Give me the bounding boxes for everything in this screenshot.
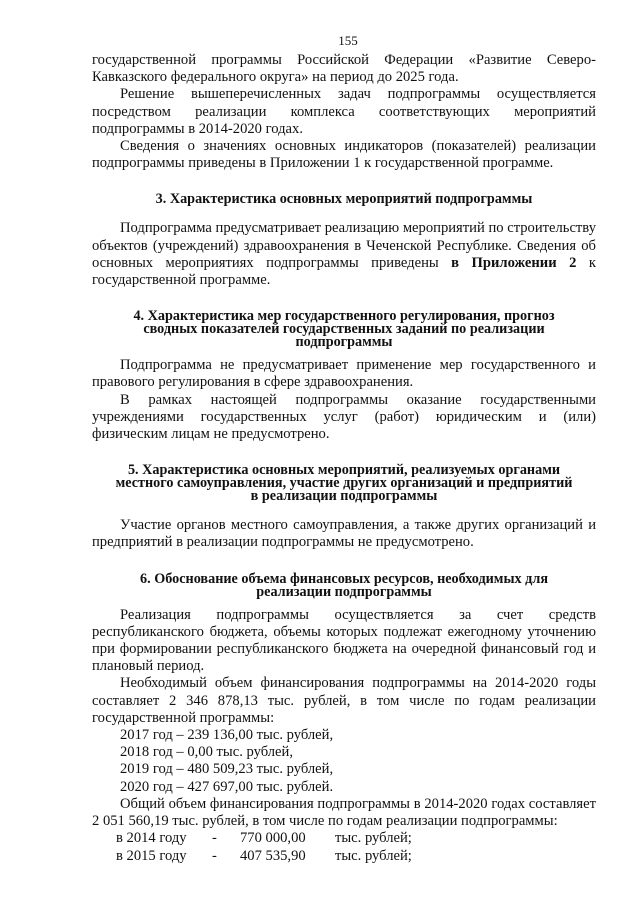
- section-3-tail: к государственной программе.: [92, 254, 596, 289]
- page-number: 155: [338, 33, 358, 48]
- section-5-title-line-2: местного самоуправления, участие других организаций и предприятий: [115, 475, 573, 492]
- section-4-title: [92, 310, 596, 349]
- section-6-title-line-1: 6. Обоснование объема финансовых ресурсов, необходимых для: [140, 570, 548, 587]
- appendix-2-reference: в Приложении 2: [451, 254, 577, 271]
- section-4-paragraph-1: Подпрограмма не предусматривает применение мер государственного и правового регулирования в сфере здравоохранения.: [92, 357, 596, 391]
- section-6-paragraph-1: Реализация подпрограммы осуществляется за счет средств республиканского бюджета, объемы которых подлежат ежегодному уточнению при формировании республиканского бюджета на очередной финансовый год и плановый период.: [92, 606, 596, 675]
- section-3-title: 3. Характеристика основных мероприятий подпрограммы: [155, 191, 533, 208]
- funding-row-year: в 2014 году: [116, 830, 187, 847]
- intro-paragraph-3: Сведения о значениях основных индикаторов (показателей) реализации подпрограммы приведены в Приложении 1 к государственной программе.: [92, 138, 596, 172]
- document-page: [92, 33, 596, 865]
- section-4-title-line-2: сводных показателей государственных заданий по реализации: [143, 321, 545, 338]
- section-5-title-line-3: в реализации подпрограммы: [250, 488, 438, 505]
- intro-paragraph-2: Решение вышеперечисленных задач подпрограммы осуществляется посредством реализации комплекса соответствующих мероприятий подпрограммы в 2014-2020 годах.: [92, 86, 596, 137]
- section-5-title-line-1: 5. Характеристика основных мероприятий, реализуемых органами: [127, 462, 561, 479]
- funding-year-2018: 2018 год – 0,00 тыс. рублей,: [120, 744, 293, 761]
- funding-row-year: в 2015 году: [116, 847, 187, 864]
- section-5-title: [92, 464, 596, 503]
- funding-year-2017: 2017 год – 239 136,00 тыс. рублей,: [120, 727, 334, 744]
- section-5-paragraph: Участие органов местного самоуправления, а также других организаций и предприятий в реализации подпрограммы не предусмотрено.: [92, 517, 596, 551]
- funding-row-amount: 770 000,00: [240, 830, 306, 847]
- funding-year-2020: 2020 год – 427 697,00 тыс. рублей.: [120, 778, 334, 795]
- section-4-paragraph-2: В рамках настоящей подпрограммы оказание государственными учреждениями государственных услуг (работ) юридическим и (или) физическим лицам не предусмотрено.: [92, 391, 596, 443]
- section-6-title-line-2: реализации подпрограммы: [256, 583, 432, 600]
- section-4-title-line-3: подпрограммы: [295, 334, 393, 351]
- section-4-title-line-1: 4. Характеристика мер государственного регулирования, прогноз: [133, 308, 555, 325]
- section-3-text: Подпрограмма предусматривает реализацию мероприятий по строительству объектов (учреждений) здравоохранения в Чеченской Республике. Сведения об основных мероприятиях подпрограммы приведены: [92, 220, 596, 271]
- section-6-paragraph-3: Общий объем финансирования подпрограммы в 2014-2020 годах составляет 2 051 560,19 тыс. рублей, в том числе по годам реализации подпрограммы:: [92, 795, 596, 830]
- funding-row-2014: [92, 830, 596, 847]
- intro-paragraph-1: государственной программы Российской Федерации «Развитие Северо-Кавказского федерального округа» на период до 2025 года.: [92, 52, 596, 86]
- funding-row-unit: тыс. рублей;: [335, 847, 412, 864]
- section-6-title: [92, 570, 596, 600]
- section-6-paragraph-2: Необходимый объем финансирования подпрограммы на 2014-2020 годы составляет 2 346 878,13 тыс. рублей, в том числе по годам реализации государственной программы:: [92, 675, 596, 726]
- funding-row-unit: тыс. рублей;: [335, 830, 412, 847]
- funding-row-dash: -: [212, 830, 217, 847]
- section-3-paragraph: [92, 220, 596, 289]
- funding-row-amount: 407 535,90: [240, 847, 306, 864]
- funding-year-2019: 2019 год – 480 509,23 тыс. рублей,: [120, 761, 334, 778]
- funding-row-2015: [92, 848, 596, 865]
- funding-row-dash: -: [212, 847, 217, 864]
